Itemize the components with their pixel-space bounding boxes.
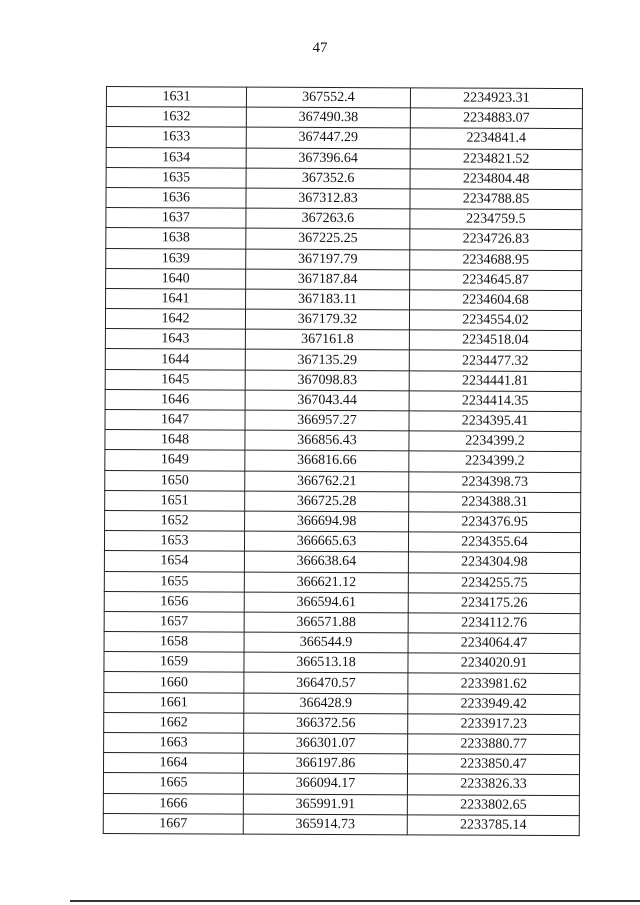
point-number-cell: 1644 <box>105 349 245 370</box>
table-row <box>105 349 581 371</box>
table-row <box>104 672 580 694</box>
table-row <box>105 329 581 351</box>
point-number-cell: 1635 <box>106 167 246 188</box>
x-coordinate-cell: 366957.27 <box>245 410 409 431</box>
x-coordinate-cell: 367043.44 <box>245 390 409 411</box>
table-row <box>106 167 582 189</box>
table-row <box>105 450 581 472</box>
table-row <box>105 470 581 492</box>
x-coordinate-cell: 366762.21 <box>245 471 409 492</box>
x-coordinate-cell: 367179.32 <box>245 309 409 330</box>
y-coordinate-cell: 2234841.4 <box>410 128 582 149</box>
y-coordinate-cell: 2234376.95 <box>409 512 581 533</box>
point-number-cell: 1657 <box>104 611 244 632</box>
x-coordinate-cell: 365991.91 <box>243 794 407 815</box>
table-row <box>104 611 580 633</box>
page-bottom-edge <box>70 900 640 902</box>
x-coordinate-cell: 367263.6 <box>246 208 410 229</box>
table-row <box>106 268 582 290</box>
x-coordinate-cell: 366638.64 <box>244 551 408 572</box>
point-number-cell: 1641 <box>106 288 246 309</box>
table-row <box>104 692 580 714</box>
y-coordinate-cell: 2234554.02 <box>409 310 581 331</box>
x-coordinate-cell: 366571.88 <box>244 612 408 633</box>
y-coordinate-cell: 2234759.5 <box>410 209 582 230</box>
point-number-cell: 1632 <box>106 107 246 128</box>
table-row <box>105 490 581 512</box>
table-row <box>106 228 582 250</box>
point-number-cell: 1640 <box>106 268 246 289</box>
point-number-cell: 1654 <box>104 551 244 572</box>
table-row <box>104 591 580 613</box>
y-coordinate-cell: 2233949.42 <box>408 693 580 714</box>
point-number-cell: 1647 <box>105 409 245 430</box>
point-number-cell: 1666 <box>103 793 243 814</box>
point-number-cell: 1651 <box>105 490 245 511</box>
x-coordinate-cell: 367187.84 <box>246 269 410 290</box>
y-coordinate-cell: 2234604.68 <box>410 290 582 311</box>
point-number-cell: 1652 <box>105 510 245 531</box>
point-number-cell: 1665 <box>103 773 243 794</box>
point-number-cell: 1649 <box>105 450 245 471</box>
y-coordinate-cell: 2234518.04 <box>409 330 581 351</box>
x-coordinate-cell: 367161.8 <box>245 329 409 350</box>
table-row <box>104 551 580 573</box>
y-coordinate-cell: 2234355.64 <box>408 532 580 553</box>
y-coordinate-cell: 2234883.07 <box>410 108 582 129</box>
point-number-cell: 1639 <box>106 248 246 269</box>
x-coordinate-cell: 366372.56 <box>244 713 408 734</box>
x-coordinate-cell: 367490.38 <box>246 107 410 128</box>
y-coordinate-cell: 2233826.33 <box>407 774 579 795</box>
x-coordinate-cell: 367312.83 <box>246 188 410 209</box>
x-coordinate-cell: 366621.12 <box>244 572 408 593</box>
y-coordinate-cell: 2234112.76 <box>408 613 580 634</box>
x-coordinate-cell: 366544.9 <box>244 632 408 653</box>
y-coordinate-cell: 2234398.73 <box>409 471 581 492</box>
x-coordinate-cell: 366665.63 <box>244 531 408 552</box>
point-number-cell: 1660 <box>104 672 244 693</box>
x-coordinate-cell: 367183.11 <box>246 289 410 310</box>
point-number-cell: 1655 <box>104 571 244 592</box>
y-coordinate-cell: 2234175.26 <box>408 593 580 614</box>
point-number-cell: 1653 <box>104 531 244 552</box>
table-row <box>106 127 582 149</box>
y-coordinate-cell: 2233880.77 <box>408 734 580 755</box>
x-coordinate-cell: 366470.57 <box>244 673 408 694</box>
point-number-cell: 1645 <box>105 369 245 390</box>
x-coordinate-cell: 366513.18 <box>244 652 408 673</box>
table-row <box>103 793 579 815</box>
x-coordinate-cell: 367447.29 <box>246 127 410 148</box>
x-coordinate-cell: 366694.98 <box>245 511 409 532</box>
table-row <box>104 531 580 553</box>
y-coordinate-cell: 2234020.91 <box>408 653 580 674</box>
point-number-cell: 1656 <box>104 591 244 612</box>
table-row <box>105 309 581 331</box>
point-number-cell: 1659 <box>104 652 244 673</box>
y-coordinate-cell: 2234399.2 <box>409 431 581 452</box>
table-row <box>105 389 581 411</box>
y-coordinate-cell: 2234304.98 <box>408 552 580 573</box>
y-coordinate-cell: 2234399.2 <box>409 451 581 472</box>
x-coordinate-cell: 366428.9 <box>244 693 408 714</box>
point-number-cell: 1662 <box>104 712 244 733</box>
point-number-cell: 1650 <box>105 470 245 491</box>
x-coordinate-cell: 366816.66 <box>245 450 409 471</box>
table-row <box>104 571 580 593</box>
point-number-cell: 1667 <box>103 813 243 834</box>
y-coordinate-cell: 2234788.85 <box>410 189 582 210</box>
y-coordinate-cell: 2234064.47 <box>408 633 580 654</box>
x-coordinate-cell: 367552.4 <box>246 87 410 108</box>
table-row <box>104 732 580 754</box>
y-coordinate-cell: 2234388.31 <box>409 492 581 513</box>
y-coordinate-cell: 2233850.47 <box>408 754 580 775</box>
y-coordinate-cell: 2233785.14 <box>407 815 579 836</box>
table-row <box>106 147 582 169</box>
y-coordinate-cell: 2234255.75 <box>408 572 580 593</box>
y-coordinate-cell: 2233802.65 <box>407 794 579 815</box>
x-coordinate-cell: 367352.6 <box>246 168 410 189</box>
x-coordinate-cell: 367396.64 <box>246 148 410 169</box>
y-coordinate-cell: 2234821.52 <box>410 148 582 169</box>
point-number-cell: 1646 <box>105 389 245 410</box>
y-coordinate-cell: 2233981.62 <box>408 673 580 694</box>
y-coordinate-cell: 2234414.35 <box>409 391 581 412</box>
table-row <box>104 652 580 674</box>
table-row <box>105 409 581 431</box>
y-coordinate-cell: 2234477.32 <box>409 350 581 371</box>
table-row <box>106 107 582 129</box>
table-row <box>106 187 582 209</box>
y-coordinate-cell: 2234688.95 <box>410 249 582 270</box>
table-row <box>106 288 582 310</box>
table-row <box>106 208 582 230</box>
table-row <box>103 813 579 835</box>
x-coordinate-cell: 367197.79 <box>246 249 410 270</box>
table-row <box>106 87 582 109</box>
table-row <box>105 369 581 391</box>
x-coordinate-cell: 366197.86 <box>244 753 408 774</box>
x-coordinate-cell: 367135.29 <box>245 350 409 371</box>
x-coordinate-cell: 365914.73 <box>243 814 407 835</box>
y-coordinate-cell: 2234395.41 <box>409 411 581 432</box>
coordinates-table <box>103 86 583 836</box>
x-coordinate-cell: 367225.25 <box>246 228 410 249</box>
y-coordinate-cell: 2234441.81 <box>409 370 581 391</box>
y-coordinate-cell: 2234645.87 <box>410 270 582 291</box>
point-number-cell: 1638 <box>106 228 246 249</box>
x-coordinate-cell: 366856.43 <box>245 430 409 451</box>
page-number: 47 <box>312 40 328 56</box>
y-coordinate-cell: 2234804.48 <box>410 169 582 190</box>
x-coordinate-cell: 366594.61 <box>244 592 408 613</box>
point-number-cell: 1633 <box>106 127 246 148</box>
y-coordinate-cell: 2234726.83 <box>410 229 582 250</box>
y-coordinate-cell: 2234923.31 <box>410 88 582 109</box>
coordinates-table-body <box>103 87 582 836</box>
table-row <box>103 773 579 795</box>
point-number-cell: 1658 <box>104 632 244 653</box>
point-number-cell: 1648 <box>105 430 245 451</box>
point-number-cell: 1634 <box>106 147 246 168</box>
table-row <box>104 632 580 654</box>
point-number-cell: 1664 <box>104 753 244 774</box>
table-row <box>105 430 581 452</box>
point-number-cell: 1661 <box>104 692 244 713</box>
x-coordinate-cell: 367098.83 <box>245 370 409 391</box>
point-number-cell: 1663 <box>104 732 244 753</box>
table-row <box>104 753 580 775</box>
table-row <box>104 712 580 734</box>
y-coordinate-cell: 2233917.23 <box>408 714 580 735</box>
table-row <box>106 248 582 270</box>
x-coordinate-cell: 366725.28 <box>245 491 409 512</box>
point-number-cell: 1643 <box>105 329 245 350</box>
point-number-cell: 1637 <box>106 208 246 229</box>
table-row <box>105 510 581 532</box>
point-number-cell: 1631 <box>106 87 246 108</box>
x-coordinate-cell: 366301.07 <box>244 733 408 754</box>
point-number-cell: 1636 <box>106 187 246 208</box>
x-coordinate-cell: 366094.17 <box>243 773 407 794</box>
point-number-cell: 1642 <box>105 309 245 330</box>
